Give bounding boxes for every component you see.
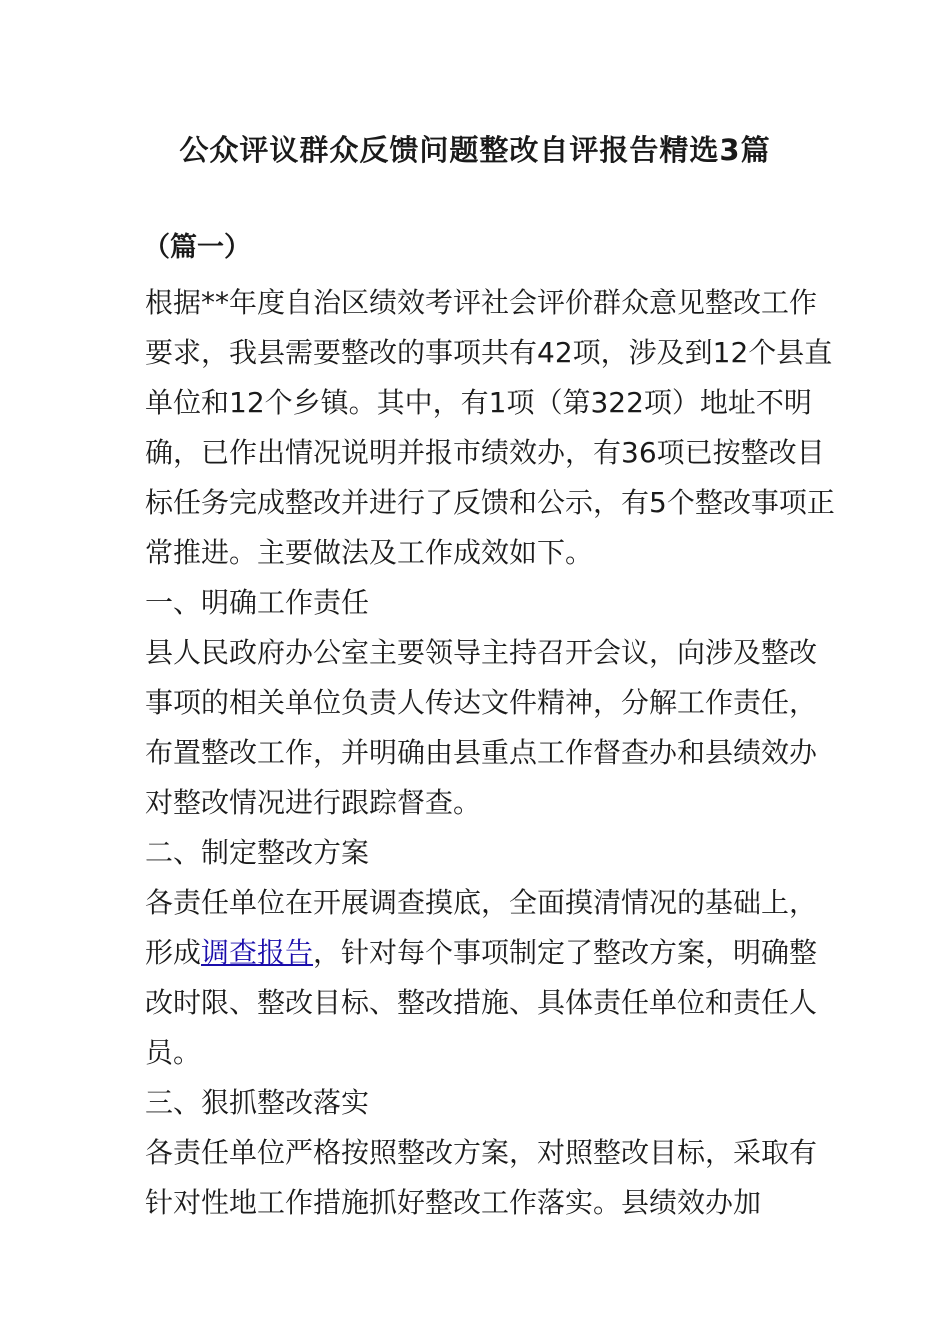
paragraph-3: 各责任单位严格按照整改方案，对照整改目标，采取有针对性地工作措施抓好整改工作落实。县绩效办加 [145,1136,818,1219]
report-link[interactable]: 调查报告 [201,936,314,969]
paragraph-1: 县人民政府办公室主要领导主持召开会议，向涉及整改事项的相关单位负责人传达文件精神，分解工作责任，布置整改工作，并明确由县重点工作督查办和县绩效办对整改情况进行跟踪督查。 [145,636,818,819]
document-title: 公众评议群众反馈问题整改自评报告精选3篇 [179,133,771,167]
paragraph-2-start: 各责任单位在开展调查摸底，全面摸清情况的基础上，形成 [145,886,818,969]
paragraph-2 [145,878,835,1078]
heading-3: 三、狠抓整改落实 [145,1086,370,1119]
intro-paragraph: 根据**年度自治区绩效考评社会评价群众意见整改工作要求，我县需要整改的事项共有42项，涉及到12个县直单位和12个乡镇。其中，有1项（第322项）地址不明确，已作出情况说明并报市绩效办，有36项已按整改目标任务完成整改并进行了反馈和公示，有5个整改事项正常推进。主要做法及工作成效如下。 [145,286,835,569]
paragraph-2-end: ，针对每个事项制定了整改方案，明确整改时限、整改目标、整改措施、具体责任单位和责任人员。 [145,936,818,1069]
heading-1: 一、明确工作责任 [145,586,370,619]
document-body [145,278,835,1228]
heading-2: 二、制定整改方案 [145,836,370,869]
section-label: （篇一） [143,232,251,263]
